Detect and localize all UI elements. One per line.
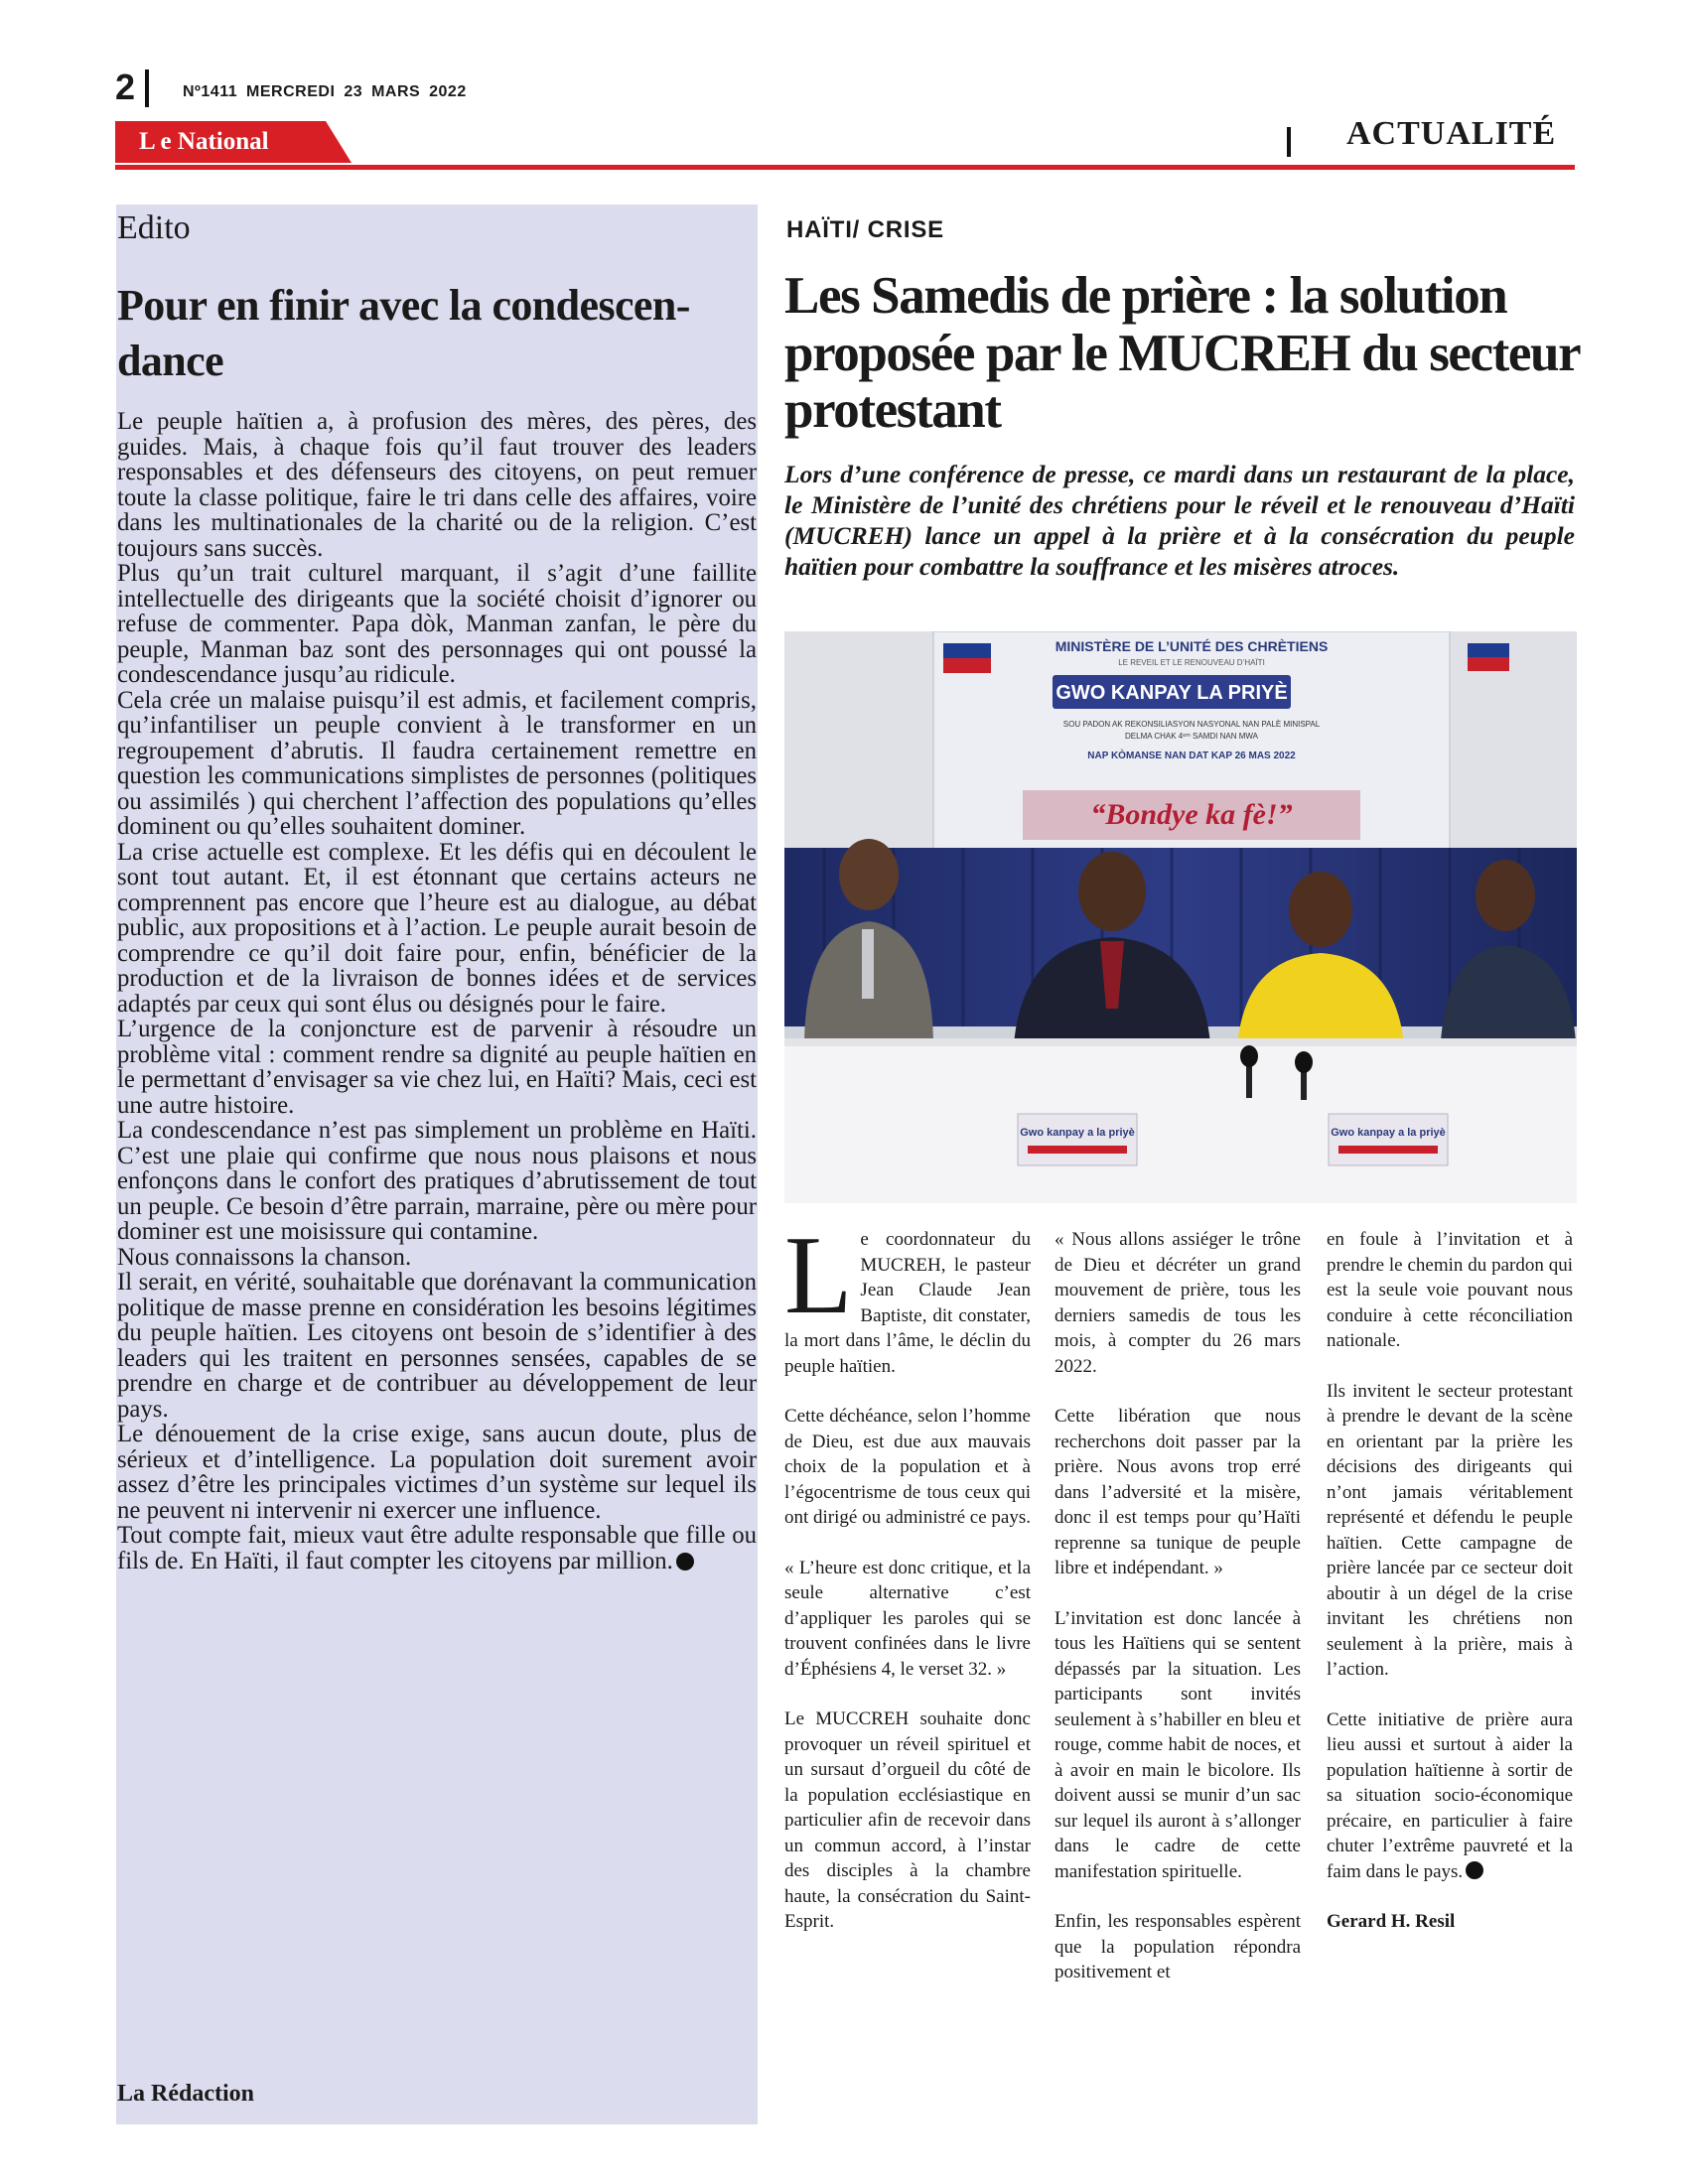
banner-sub: LE REVEIL ET LE RENOUVEAU D’HAÏTI (1118, 658, 1265, 667)
page-number: 2 (115, 67, 136, 107)
svg-text:Gwo kanpay a la priyè: Gwo kanpay a la priyè (1331, 1127, 1446, 1139)
banner-date: NAP KÒMANSE NAN DAT KAP 26 MAS 2022 (1087, 751, 1296, 761)
edito-paragraph: Plus qu’un trait culturel marquant, il s’agit d’une faillite intellectuelle des dirigeants que la société choisit d’ignorer ou refuse de commenter. Papa dòk, Manman zanfan, le père du peuple, Manman baz sont des personnages qui ont poussé la condescendance jusqu’au ridicule. (117, 560, 757, 688)
article-column-1 (784, 1214, 1031, 1960)
article-kicker: HAÏTI/ CRISE (786, 216, 944, 243)
end-mark-icon (1466, 1861, 1483, 1879)
banner-line1: SOU PADON AK REKONSILIASYON NASYONAL NAN PALÈ MINISPAL (1062, 720, 1321, 729)
article-paragraph-last (1327, 1707, 1573, 1885)
section-divider (1287, 127, 1291, 157)
table-sign-right (1329, 1114, 1448, 1165)
banner-line2: DELMA CHAK 4ᵉᵐ SAMDI NAN MWA (1125, 732, 1258, 741)
banner-org: MINISTÈRE DE L’UNITÉ DES CHRÈTIENS (1055, 638, 1329, 654)
edito-label: Edito (117, 209, 191, 246)
edito-paragraph-last (117, 1523, 757, 1573)
article-headline: Les Samedis de prière : la solution proposée par le MUCREH du secteur protestant (784, 267, 1580, 439)
article-paragraph (784, 1214, 1031, 1379)
article-paragraph-text: Cette initiative de prière aura lieu aussi et surtout à aider la population haïtienne à sortir de sa situation socio-économique précaire, en particulier à faire chuter l’extrême pauvreté et la faim dans le pays. (1327, 1708, 1573, 1882)
edito-paragraph: Le peuple haïtien a, à profusion des mères, des pères, des guides. Mais, à chaque fois qu’il faut trouver des leaders responsables et des défenseurs des citoyens, on peut remuer toute la classe politique, faire le tri dans celle des affaires, voire dans les multinationales de la charité ou de la religion. C’est toujours sans succès. (117, 408, 757, 562)
issue-dateline: Nº1411 MERCREDI 23 MARS 2022 (183, 83, 467, 100)
article-paragraph: Le MUCCREH souhaite donc provoquer un réveil spirituel et un sursaut d’orgueil du côté de la population ecclésiastique en particulier afin de recevoir dans un commun accord, à l’instar des disciples à la chambre haute, la consécration du Saint-Esprit. (784, 1708, 1031, 1932)
article-paragraph: Cette libération que nous recherchons doit passer par la prière. Nous avons trop erré dans l’adversité et la misère, donc il est temps pour qu’Haïti reprenne sa tunique de peuple libre et indépendant. » (1055, 1406, 1301, 1578)
edito-paragraph-text: Tout compte fait, mieux vaut être adulte responsable que fille ou fils de. En Haïti, il faut compter les citoyens par million. (117, 1522, 757, 1574)
drop-cap: L (784, 1214, 853, 1337)
edito-body (117, 409, 757, 1573)
end-mark-icon (676, 1553, 694, 1570)
edito-paragraph: La crise actuelle est complexe. Et les défis qui en découlent le sont tout autant. Et, il est étonnant que certains acteurs ne comprennent pas encore que l’heure est au dialogue, au débat public, aux propositions et à l’action. Le peuple aurait besoin de comprendre ce qu’il doit faire pour, enfin, bénéficier de la production et de la livraison de bonnes idées et de services adaptés par ceux qui sont élus ou désignés pour le faire. (117, 838, 757, 1018)
article-paragraph: Ils invitent le secteur protestant à prendre le devant de la scène en orientant par la prière les décisions des dirigeants qui n’ont jamais véritablement représenté et défendu le peuple haïtien. Cette campagne de prière lancée par ce secteur doit aboutir à un dégel de la crise invitant les chrétiens non seulement à la prière, mais à l’action. (1327, 1380, 1573, 1680)
edito-paragraph: Cela crée un malaise puisqu’il est admis, et facilement compris, qu’infantiliser un peuple convient à le transformer en un regroupement d’abrutis. Il faudra certainement remettre en question les communications simplistes de personnes (politiques ou assimilés ) qui cherchent l’affection des populations qu’elles dominent ou qu’elles souhaitent dominer. (117, 686, 757, 840)
svg-text:Gwo kanpay a la priyè: Gwo kanpay a la priyè (1020, 1127, 1135, 1139)
section-title: ACTUALITÉ (1346, 115, 1557, 152)
edito-paragraph: Il serait, en vérité, souhaitable que dorénavant la communication politique de masse prenne en considération les besoins légitimes du peuple haïtien. Les citoyens ont besoin de s’identifier à des leaders qui les traitent en personnes sensées, capables de se prendre en charge et de contribuer au développement de leur pays. (117, 1269, 757, 1423)
article-paragraph: Enfin, les responsables espèrent que la population répondra positivement et (1055, 1911, 1301, 1982)
edito-title: Pour en finir avec la condescen-dance (117, 281, 690, 385)
press-conference-photo (784, 631, 1577, 1203)
edito-paragraph: La condescendance n’est pas simplement un problème en Haïti. C’est une plaie qui confirme que nous nous plaisons et nous enfonçons dans le confort des pratiques d’abrutissement de tout un peuple. Ce besoin d’être parrain, marraine, père ou mère pour dominer est une moisissure qui contamine. (117, 1117, 757, 1245)
edito-paragraph: L’urgence de la conjoncture est de parvenir à résoudre un problème vital : comment rendre sa dignité au peuple haïtien en le permettant d’envisager sa vie chez lui, en Haïti? Mais, ceci est une autre histoire. (117, 1016, 757, 1119)
header-rule (115, 165, 1575, 170)
article-paragraph: en foule à l’invitation et à prendre le chemin du pardon qui est la seule voie pouvant nous conduire à cette réconciliation nationale. (1327, 1229, 1573, 1351)
brand-name: L e National (139, 128, 269, 155)
edito-signature: La Rédaction (117, 2081, 254, 2107)
article-paragraph: L’invitation est donc lancée à tous les Haïtiens qui se sentent dépassés par la situation. Les participants sont invités seulement à s’habiller en bleu et rouge, comme habit de noces, et à avoir en main le bicolore. Ils doivent aussi se munir d’un sac sur lequel ils auront à s’allonger dans le cadre de cette manifestation spirituelle. (1055, 1607, 1301, 1882)
banner-script: “Bondye ka fè!” (1090, 798, 1293, 831)
banner-campaign: GWO KANPAY LA PRIYÈ (1055, 682, 1288, 704)
article-paragraph: « Nous allons assiéger le trône de Dieu et décréter un grand mouvement de prière, tous les derniers samedis de tous les mois, à compter du 26 mars 2022. (1055, 1229, 1301, 1377)
article-column-2 (1055, 1227, 1301, 2010)
haiti-seal-right-icon (1468, 643, 1509, 671)
page-number-divider (145, 69, 149, 107)
edito-paragraph: Le dénouement de la crise exige, sans aucun doute, plus de sérieux et d’intelligence. La population doit surement avoir assez d’être les principales victimes d’un système sur lequel ils ne peuvent ni intervenir ni exercer une influence. (117, 1421, 757, 1524)
article-standfirst: Lors d’une conférence de presse, ce mardi dans un restaurant de la place, le Ministère de l’unité des chrétiens pour le réveil et le renouveau d’Haïti (MUCREH) lance un appel à la prière et à la consécration du peuple haïtien pour combattre la souffrance et les misères atroces. (784, 460, 1575, 581)
article-column-3 (1327, 1227, 1573, 1960)
article-paragraph: « L’heure est donc critique, et la seule alternative c’est d’appliquer les paroles qui se trouvent confinées dans le livre d’Éphésiens 4, le verset 32. » (784, 1557, 1031, 1680)
table-sign-left (1018, 1114, 1137, 1165)
edito-paragraph: Nous connaissons la chanson. (117, 1243, 412, 1271)
article-paragraph-text: e coordonnateur du MUCREH, le pasteur Jean Claude Jean Baptiste, dit constater, la mort dans l’âme, le déclin du peuple haïtien. (784, 1229, 1031, 1377)
article-author: Gerard H. Resil (1327, 1911, 1456, 1932)
haiti-seal-left-icon (943, 643, 991, 673)
article-paragraph: Cette déchéance, selon l’homme de Dieu, est due aux mauvais choix de la population et à l’égocentrisme de tous ceux qui ont dirigé ou administré ce pays. (784, 1406, 1031, 1528)
